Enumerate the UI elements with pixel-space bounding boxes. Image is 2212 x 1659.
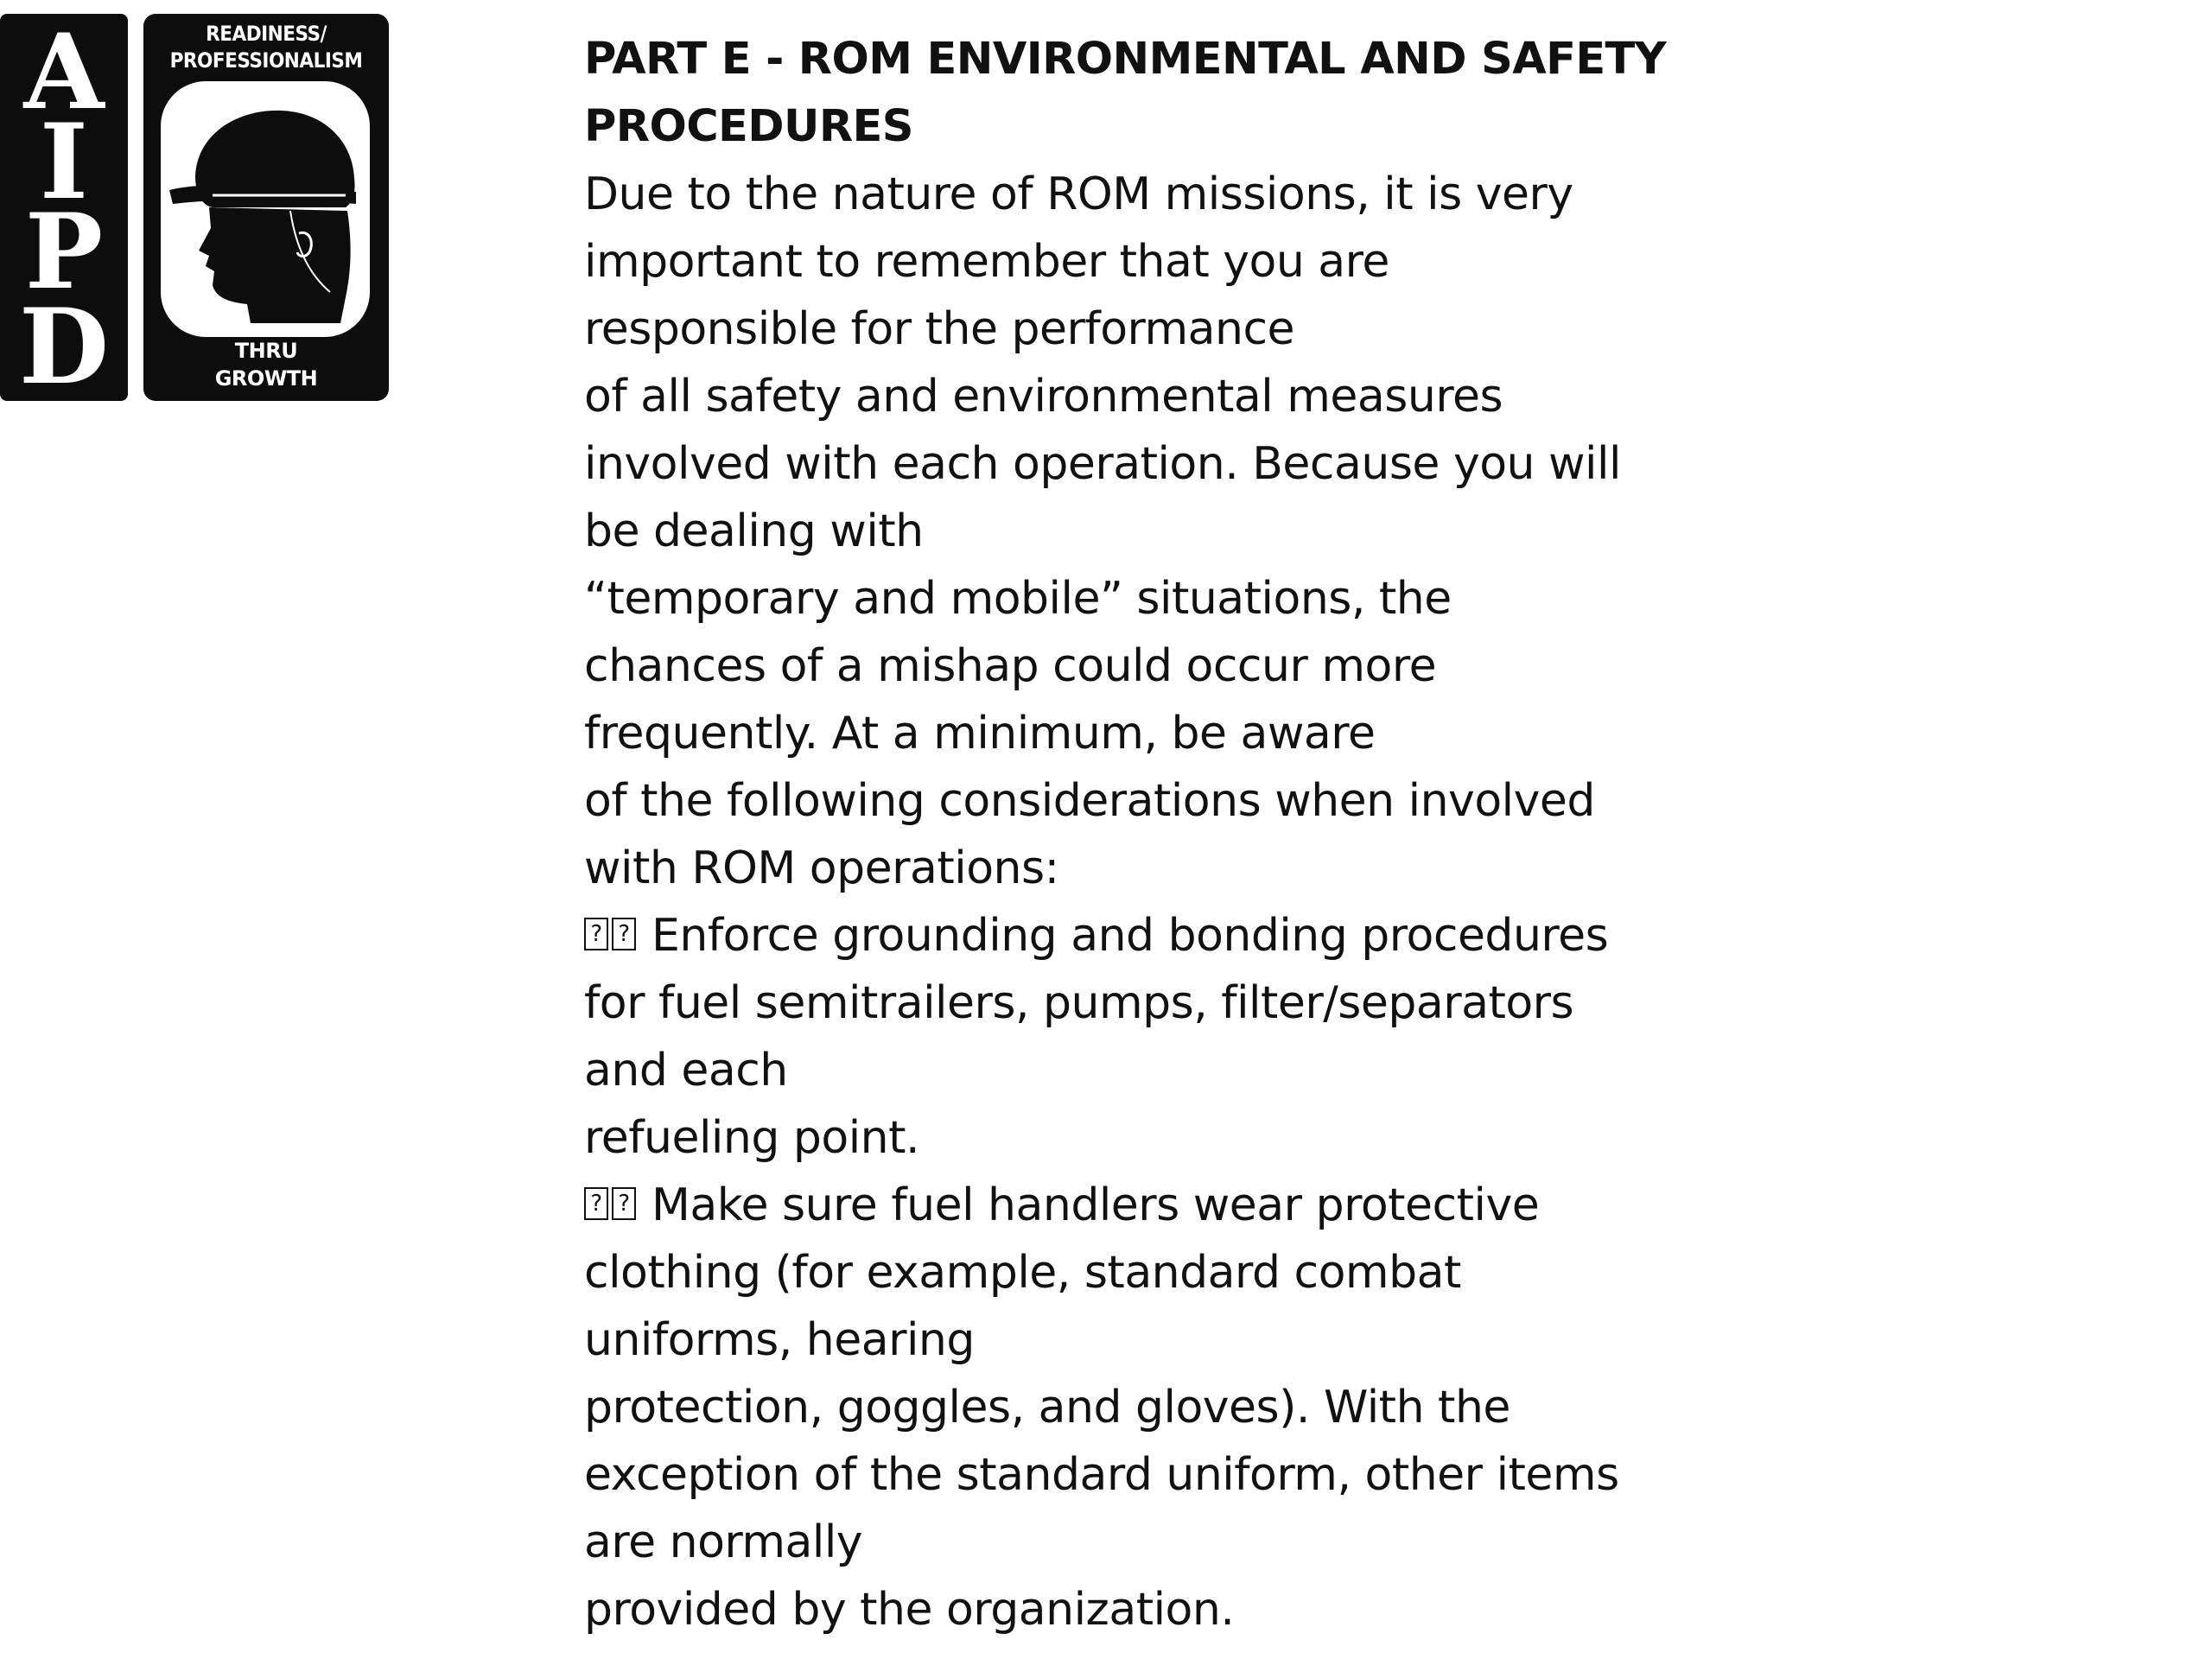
logo-motto-line: PROFESSIONALISM: [169, 48, 363, 73]
missing-glyph-box: ?: [584, 1187, 608, 1220]
text-line: involved with each operation. Because you will: [584, 438, 1621, 490]
aipd-logo: [0, 11, 389, 408]
bullet-item: [584, 1172, 1707, 1643]
logo-letter-a: A: [23, 11, 105, 133]
missing-glyph-box: ?: [612, 918, 636, 950]
missing-glyph-bullet-icon: [584, 1187, 638, 1222]
bullet-text: Make sure fuel handlers wear protective: [652, 1179, 1540, 1231]
text-line: be dealing with: [584, 505, 924, 557]
logo-letter-p: P: [24, 191, 104, 313]
page-title-line: PROCEDURES: [584, 101, 913, 152]
bullet-text: Enforce grounding and bonding procedures: [652, 910, 1609, 962]
text-line: for fuel semitrailers, pumps, filter/separators: [584, 977, 1574, 1029]
text-line: frequently. At a minimum, be aware: [584, 708, 1376, 760]
text-line: chances of a mishap could occur more: [584, 640, 1437, 692]
text-line: are normally: [584, 1516, 863, 1568]
text-line: provided by the organization.: [584, 1584, 1235, 1636]
text-line: uniforms, hearing: [584, 1314, 975, 1366]
page-title: [584, 26, 1707, 161]
text-line: of all safety and environmental measures: [584, 371, 1503, 423]
intro-paragraph: [584, 161, 1707, 902]
text-line: clothing (for example, standard combat: [584, 1247, 1461, 1299]
logo-motto-top: [143, 21, 389, 74]
text-line: with ROM operations:: [584, 842, 1059, 894]
text-line: responsible for the performance: [584, 303, 1295, 355]
soldier-helmet-silhouette-icon: [161, 81, 370, 337]
text-line: protection, goggles, and gloves). With the: [584, 1382, 1510, 1433]
document-body: [584, 26, 1707, 1643]
logo-motto-line: THRU: [234, 339, 298, 363]
logo-letter-d: D: [18, 286, 110, 408]
missing-glyph-bullet-icon: [584, 918, 638, 952]
page-title-line: PART E - ROM ENVIRONMENTAL AND SAFETY: [584, 34, 1667, 85]
logo-motto-bottom: [143, 337, 389, 392]
missing-glyph-box: ?: [584, 918, 608, 950]
bullet-first-line: [584, 902, 1707, 969]
text-line: exception of the standard uniform, other items: [584, 1449, 1619, 1501]
missing-glyph-box: ?: [612, 1187, 636, 1220]
text-line: important to remember that you are: [584, 236, 1389, 288]
logo-emblem-panel: [143, 14, 389, 401]
logo-motto-line: READINESS/: [206, 22, 327, 46]
text-line: Due to the nature of ROM missions, it is very: [584, 168, 1573, 220]
logo-letter-i: I: [39, 101, 89, 223]
text-line: of the following considerations when involved: [584, 775, 1595, 827]
bullet-item: [584, 902, 1707, 1172]
text-line: and each: [584, 1045, 788, 1096]
text-line: refueling point.: [584, 1112, 920, 1164]
bullet-first-line: [584, 1172, 1707, 1239]
logo-motto-line: GROWTH: [214, 366, 318, 391]
text-line: “temporary and mobile” situations, the: [584, 573, 1452, 625]
logo-letters-panel: [0, 11, 128, 408]
